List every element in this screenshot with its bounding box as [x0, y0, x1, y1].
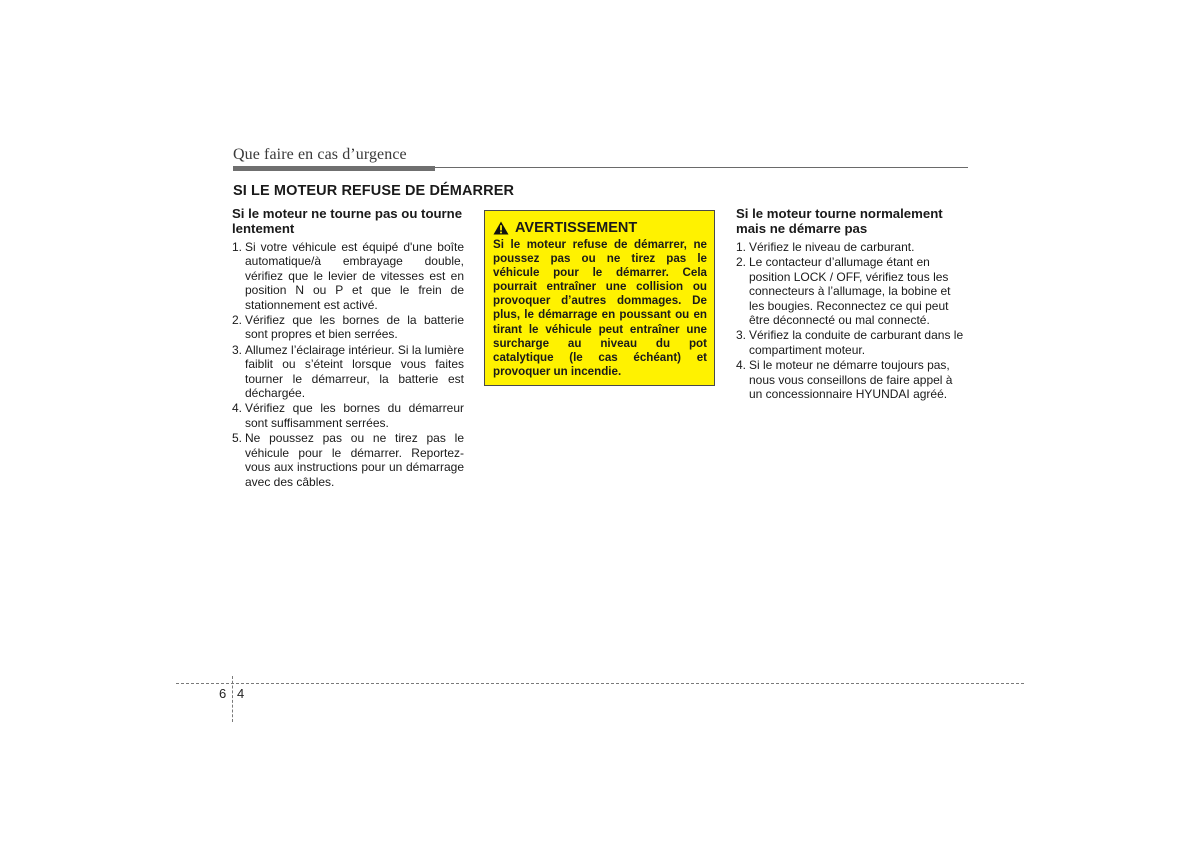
left-column — [232, 207, 464, 490]
page-number: 4 — [237, 686, 245, 701]
step-number: 4. — [736, 358, 747, 373]
right-column — [736, 207, 968, 402]
list-item — [736, 255, 968, 327]
step-text: Le contacteur d’allumage étant en position LOCK / OFF, vérifiez tous les connecteurs à l’allumage, la bobine et les bougies. Reconnectez ce qui peut être déconnecté ou mal connecté. — [749, 255, 951, 328]
step-text: Vérifiez le niveau de carburant. — [749, 240, 915, 254]
list-item — [736, 328, 968, 357]
warning-box — [484, 210, 715, 386]
step-text: Si votre véhicule est équipé d'une boîte automatique/à embrayage double, vérifiez que le levier de vitesses est en position N ou P et que le frein de stationnement est activé. — [245, 240, 464, 312]
step-number: 3. — [736, 328, 747, 343]
step-text: Vérifiez la conduite de carburant dans le compartiment moteur. — [749, 328, 964, 357]
header-rule-accent — [233, 166, 435, 171]
footer-divider — [232, 676, 233, 722]
list-item — [232, 240, 464, 312]
chapter-title: Que faire en cas d’urgence — [233, 146, 407, 163]
warning-text: Si le moteur refuse de démarrer, ne poussez pas ou ne tirez pas le véhicule pour le démarrer. Cela pourrait entraîner une collision ou provoquer d’autres dommages. De plus, le démarrage en poussant ou en tirant le véhicule peut entraîner une surcharge au niveau du pot catalytique (le cas échéant) et provoquer un incendie. — [493, 238, 707, 378]
right-steps-list — [736, 240, 968, 401]
list-item — [736, 240, 968, 254]
list-item — [232, 313, 464, 342]
warning-title: AVERTISSEMENT — [515, 220, 638, 236]
step-number: 4. — [232, 401, 243, 416]
step-text: Vérifiez que les bornes de la batterie sont propres et bien serrées. — [245, 313, 464, 342]
section-title: SI LE MOTEUR REFUSE DE DÉMARRER — [233, 183, 515, 199]
left-subheading: Si le moteur ne tourne pas ou tourne lentement — [232, 206, 463, 236]
warning-triangle-icon — [493, 221, 509, 235]
list-item — [232, 431, 464, 489]
right-subheading: Si le moteur tourne normalement mais ne démarre pas — [736, 206, 943, 236]
step-number: 3. — [232, 342, 243, 357]
left-steps-list — [232, 240, 464, 489]
step-text: Allumez l’éclairage intérieur. Si la lumière faiblit ou s’éteint lorsque vous faites tourner le démarreur, la batterie est déchargée. — [245, 342, 464, 401]
step-text: Si le moteur ne démarre toujours pas, nous vous conseillons de faire appel à un concessionnaire HYUNDAI agréé. — [749, 358, 953, 402]
step-number: 1. — [736, 240, 747, 254]
step-number: 2. — [736, 255, 747, 270]
chapter-number: 6 — [219, 686, 227, 701]
step-number: 2. — [232, 313, 243, 328]
step-text: Ne poussez pas ou ne tirez pas le véhicule pour le démarrer. Reportez-vous aux instructions pour un démarrage avec des câbles. — [245, 431, 464, 489]
footer-rule — [176, 683, 1024, 684]
list-item — [736, 358, 968, 401]
step-number: 5. — [232, 431, 243, 446]
warning-header — [493, 220, 707, 236]
step-text: Vérifiez que les bornes du démarreur sont suffisamment serrées. — [245, 401, 464, 430]
step-number: 1. — [232, 240, 243, 254]
list-item — [232, 401, 464, 430]
list-item — [232, 343, 464, 401]
